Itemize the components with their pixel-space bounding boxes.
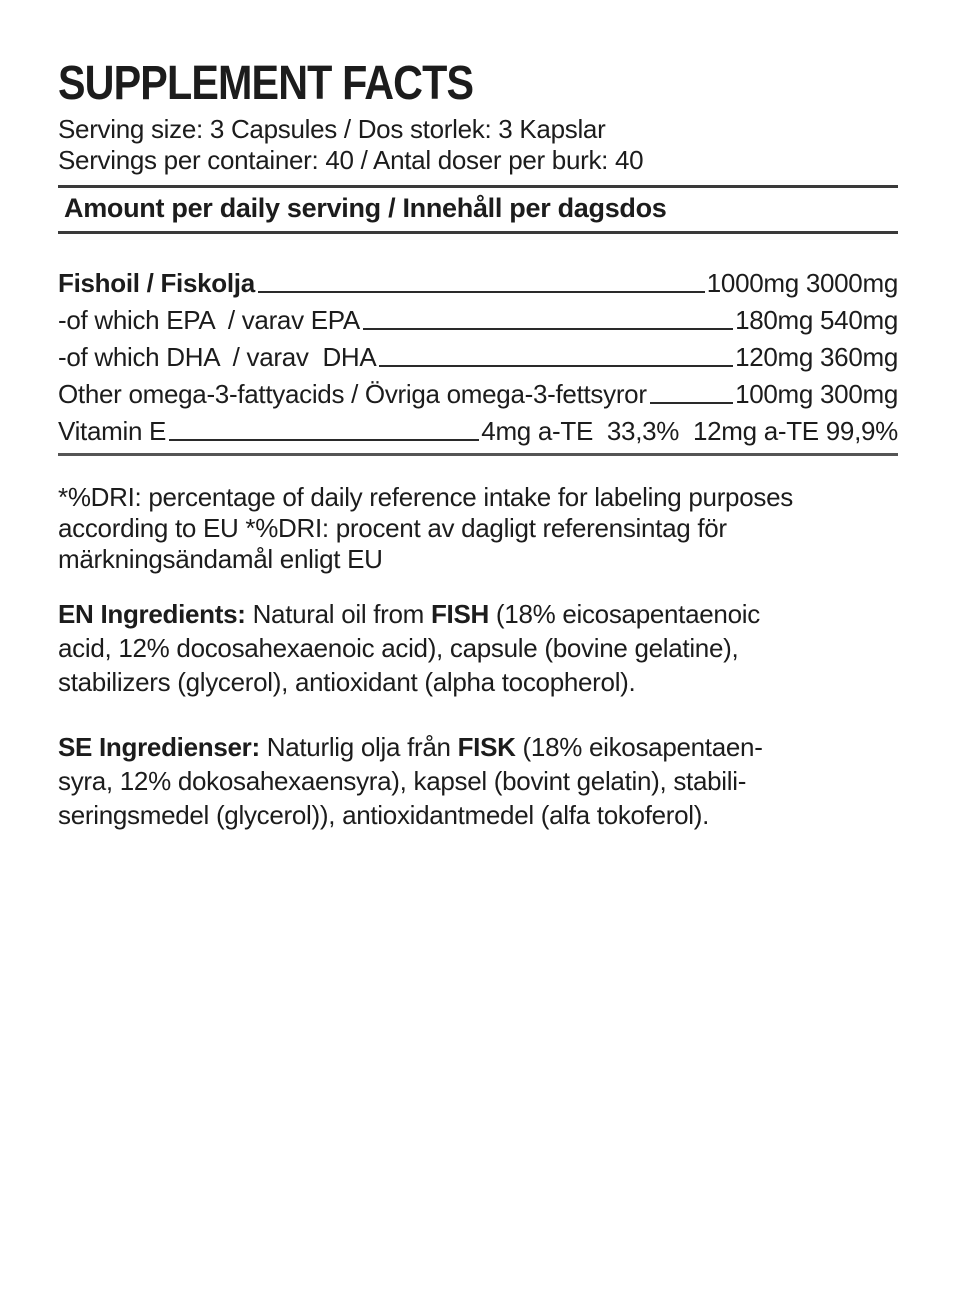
text-segment: seringsmedel (glycerol)), antioxidantmedel (alfa tokoferol). (58, 800, 710, 830)
text-segment: (18% eicosapentaenoic (489, 599, 760, 629)
footnote-line: märkningsändamål enligt EU (58, 544, 383, 574)
paragraph-line (58, 730, 898, 764)
leader-line (363, 328, 733, 330)
nutrient-label: Vitamin E (58, 416, 167, 446)
nutrient-row (58, 339, 898, 376)
text-segment: acid, 12% docosahexaenoic acid), capsule (bovine gelatine), (58, 633, 739, 663)
leader-line (169, 439, 479, 441)
servings-per-container-line: Servings per container: 40 / Antal doser per burk: 40 (58, 145, 644, 175)
text-segment: syra, 12% dokosahexaensyra), kapsel (bovint gelatin), stabili- (58, 766, 747, 796)
nutrient-label: -of which DHA / varav DHA (58, 342, 377, 372)
footnote-line: *%DRI: percentage of daily reference intake for labeling purposes (58, 482, 793, 512)
ingredients-en-paragraph (58, 597, 898, 699)
nutrient-row (58, 265, 898, 302)
leader-line (258, 291, 705, 293)
serving-info (58, 114, 898, 176)
paragraph-line (58, 597, 898, 631)
paragraph-line (58, 631, 898, 665)
text-segment: (18% eikosapentaen- (515, 732, 763, 762)
bold-text-segment: FISK (457, 732, 516, 762)
nutrient-row (58, 376, 898, 413)
serving-size-line: Serving size: 3 Capsules / Dos storlek: 3 Kapslar (58, 114, 606, 144)
text-segment: Naturlig olja från (259, 732, 458, 762)
paragraph-line (58, 764, 898, 798)
nutrient-label: Fishoil / Fiskolja (58, 268, 255, 298)
nutrient-table (58, 265, 898, 450)
nutrient-values: 1000mg 3000mg (706, 268, 898, 298)
nutrient-values: 180mg 540mg (735, 305, 898, 335)
dri-footnote (58, 482, 898, 575)
bold-text-segment: EN Ingredients: (58, 599, 246, 629)
nutrient-values: 4mg a-TE 33,3% 12mg a-TE 99,9% (481, 416, 898, 446)
leader-line (379, 365, 733, 367)
label-title: SUPPLEMENT FACTS (58, 57, 474, 110)
nutrient-values: 100mg 300mg (735, 379, 898, 409)
nutrient-label: -of which EPA / varav EPA (58, 305, 360, 335)
text-segment: Natural oil from (245, 599, 431, 629)
nutrient-label: Other omega-3-fattyacids / Övriga omega-3-fettsyror (58, 379, 647, 409)
text-segment: stabilizers (glycerol), antioxidant (alpha tocopherol). (58, 667, 636, 697)
leader-line (650, 402, 733, 404)
amount-per-serving-header: Amount per daily serving / Innehåll per dagsdos (64, 193, 667, 223)
divider-bottom (58, 453, 898, 456)
footnote-line: according to EU *%DRI: procent av dagligt referensintag för (58, 513, 727, 543)
bold-text-segment: SE Ingredienser: (58, 732, 260, 762)
nutrient-row (58, 302, 898, 339)
divider-under-header (58, 231, 898, 234)
bold-text-segment: FISH (430, 599, 489, 629)
nutrient-values: 120mg 360mg (735, 342, 898, 372)
ingredients-se-paragraph (58, 730, 898, 832)
nutrient-row (58, 413, 898, 450)
paragraph-line (58, 798, 898, 832)
paragraph-line (58, 665, 898, 699)
